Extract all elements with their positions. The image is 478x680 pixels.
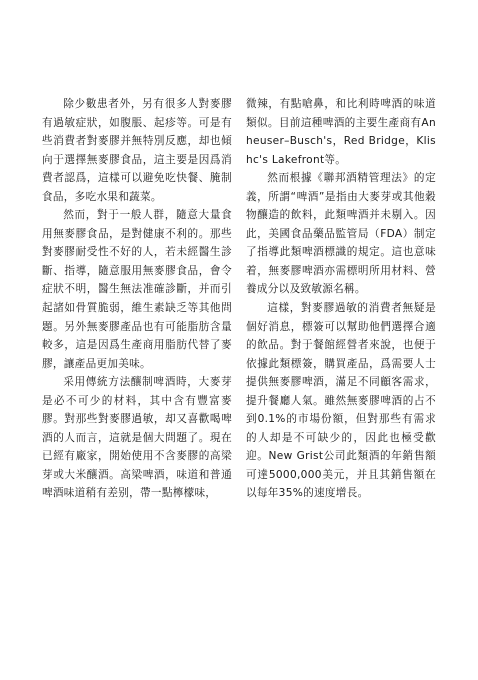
body-paragraph: 然而，對于一般人群，隨意大量食用無麥膠食品，是對健康不利的。那些對麥膠耐受性不好的人，若未經醫生診斷、指導，隨意服用無麥膠食品，會令症狀不明，醫生無法准確診斷，并而引起諸如骨質脆弱，維生素缺乏等其他問題。另外無麥膠產品也有可能脂肪含量較多，這是因爲生產商用脂肪代替了麥膠，讓產品更加美味。 <box>42 209 232 370</box>
body-paragraph: 除少數患者外，另有很多人對麥膠有過敏症狀，如腹脹、起疹等。可是有些消費者對麥膠并無特別反應，却也傾向于選擇無麥膠食品，這主要是因爲消費者認爲，這樣可以避免吃快餐、腌制食品，多吃水果和蔬菜。 <box>42 98 232 203</box>
body-paragraph: 然而根據《聯邦酒精管理法》的定義，所謂“啤酒”是指由大麥芽或其他穀物釀造的飲料，此類啤酒并未剔入。因此，美國食品藥品監管局（FDA）制定了指導此類啤酒標識的規定。這也意味着，無麥膠啤酒亦需標明所用材料、營養成分以及致敏源名稱。 <box>246 172 436 296</box>
continued-paragraph: 微辣，有點嗆鼻，和比利時啤酒的味道類似。目前這種啤酒的主要生產商有Anheuser–Busch's，Red Bridge，Klishc's Lakefront等。 <box>246 98 436 166</box>
left-column <box>42 95 232 503</box>
right-column <box>246 95 436 503</box>
body-paragraph: 這樣，對麥膠過敏的消費者無疑是個好消息，標簽可以幫助他們選擇合適的飲品。對于餐館經營者來說，也便于依據此類標簽，購買產品，爲需要人士提供無麥膠啤酒，滿足不同顧客需求，提升餐廳人氣。雖然無麥膠啤酒的占不到0.1%的市場份額，但對那些有需求的人却是不可缺少的，因此也極受歡迎。New Grist公司此類酒的年銷售額可達5000,000美元，并且其銷售額在以每年35%的速度增長。 <box>246 302 436 500</box>
body-paragraph: 采用傳統方法釀制啤酒時，大麥芽是必不可少的材料，其中含有豐富麥膠。對那些對麥膠過敏，却又喜歡喝啤酒的人而言，這就是個大問題了。現在已經有廠家，開始使用不含麥膠的高梁芽或大米釀酒。高梁啤酒，味道和普通啤酒味道稍有差别，帶一點檸檬味， <box>42 376 232 500</box>
